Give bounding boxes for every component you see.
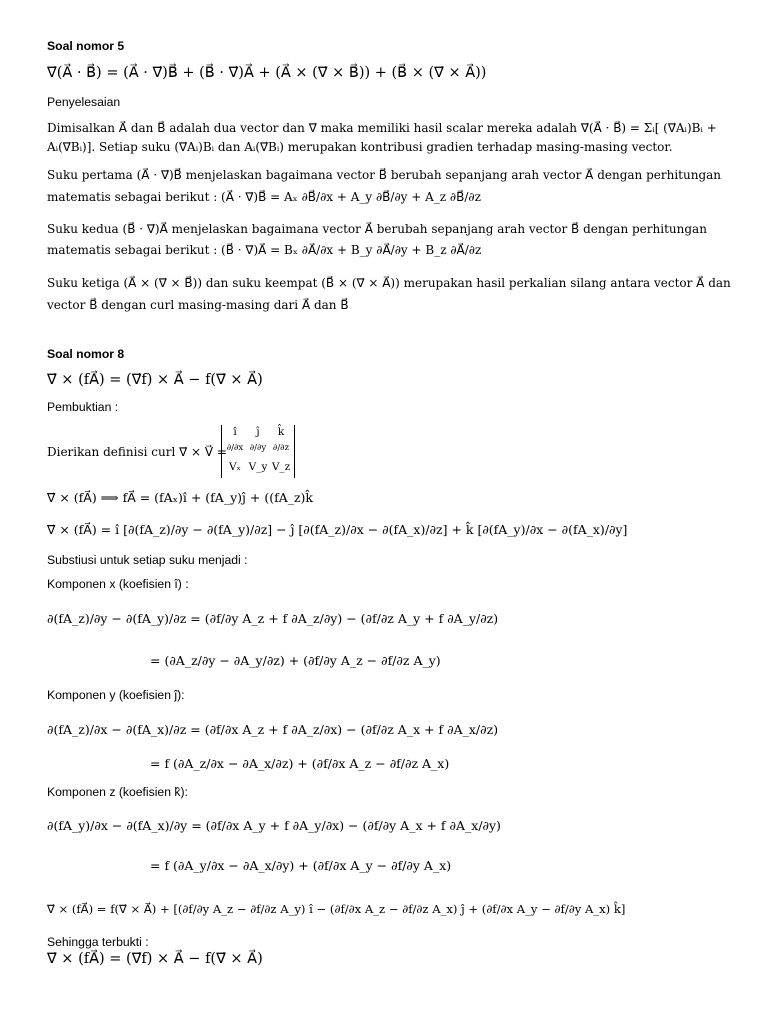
component-x-line1: ∂(fA_z)/∂y − ∂(fA_y)/∂z = (∂f/∂y A_z + f ∂A_z/∂y) − (∂f/∂z A_y + f ∂A_y/∂z) — [47, 611, 499, 626]
curl-determinant — [221, 425, 295, 478]
component-z-line2: = f (∂A_y/∂x − ∂A_x/∂y) + (∂f/∂x A_y − ∂f/∂y A_x) — [150, 858, 452, 873]
soal5-equation: ∇⃗(A⃗ · B⃗) = (A⃗ · ∇⃗)B⃗ + (B⃗ · ∇⃗)A⃗ + (A⃗ × (∇⃗ × B⃗)) + (B⃗ × (∇⃗ × A⃗)) — [47, 65, 487, 81]
component-y-label: Komponen y (koefisien ĵ): — [47, 688, 185, 702]
component-y-line2: = f (∂A_z/∂x − ∂A_x/∂z) + (∂f/∂x A_z − ∂f/∂z A_x) — [150, 756, 450, 771]
det-cell-d-dy: ∂/∂y — [249, 443, 267, 453]
det-cell-d-dx: ∂/∂x — [226, 443, 244, 453]
fa-expansion: ∇⃗ × (fA⃗) ⟹ fA⃗ = (fAₓ)î + (fA_y)ĵ + ((fA_z)k̂ — [47, 490, 314, 505]
component-z-line1: ∂(fA_y)/∂x − ∂(fA_x)/∂y = (∂f/∂x A_y + f ∂A_y/∂x) − (∂f/∂y A_x + f ∂A_x/∂y) — [47, 818, 501, 833]
soal5-paragraph4-line1: Suku ketiga (A⃗ × (∇⃗ × B⃗)) dan suku keempat (B⃗ × (∇⃗ × A⃗)) merupakan hasil perkalian silang antara vector A⃗ dan — [47, 276, 731, 290]
conclusion-equation: ∇⃗ × (fA⃗) = (∇⃗f) × A⃗ − f(∇⃗ × A⃗) — [47, 951, 263, 967]
curl-expansion: ∇⃗ × (fA⃗) = î [∂(fA_z)/∂y − ∂(fA_y)/∂z] − ĵ [∂(fA_z)/∂x − ∂(fA_x)/∂z] + k̂ [∂(fA_y)/∂x − ∂(fA_x)/∂y] — [47, 522, 628, 537]
det-cell-vx: Vₓ — [228, 461, 242, 473]
soal5-paragraph4-line2: vector B⃗ dengan curl masing-masing dari A⃗ dan B⃗ — [47, 298, 349, 312]
det-cell-i-hat: î — [233, 426, 237, 438]
conclusion-label: Sehingga terbukti : — [47, 935, 149, 949]
soal8-proof-label: Pembuktian : — [47, 400, 119, 414]
det-cell-d-dz: ∂/∂z — [272, 443, 290, 453]
soal5-paragraph3-line2: matematis sebagai berikut : (B⃗ · ∇⃗)A⃗ = Bₓ ∂A⃗/∂x + B_y ∂A⃗/∂y + B_z ∂A⃗/∂z — [47, 243, 482, 257]
soal8-heading: Soal nomor 8 — [47, 347, 125, 361]
curl-definition-text: Dierikan definisi curl ∇⃗ × V⃗ = — [47, 445, 227, 459]
component-x-label: Komponen x (koefisien î) : — [47, 577, 189, 591]
soal5-paragraph2-line2: matematis sebagai berikut : (A⃗ · ∇⃗)B⃗ = Aₓ ∂B⃗/∂x + A_y ∂B⃗/∂y + A_z ∂B⃗/∂z — [47, 190, 481, 204]
det-cell-vy: V_y — [248, 461, 268, 473]
substitution-label: Substiusi untuk setiap suku menjadi : — [47, 553, 248, 567]
component-z-label: Komponen z (koefisien k̂): — [47, 785, 188, 799]
det-cell-j-hat: ĵ — [256, 426, 260, 438]
soal8-equation: ∇⃗ × (fA⃗) = (∇⃗f) × A⃗ − f(∇⃗ × A⃗) — [47, 372, 263, 388]
final-expression: ∇⃗ × (fA⃗) = f(∇⃗ × A⃗) + [(∂f/∂y A_z − ∂f/∂z A_y) î − (∂f/∂x A_z − ∂f/∂z A_x) ĵ + (∂f/∂x A_y − ∂f/∂y A_x) k̂] — [47, 902, 626, 916]
soal5-heading: Soal nomor 5 — [47, 39, 125, 53]
component-y-line1: ∂(fA_z)/∂x − ∂(fA_x)/∂z = (∂f/∂x A_z + f ∂A_z/∂x) − (∂f/∂z A_x + f ∂A_x/∂z) — [47, 722, 499, 737]
soal5-solution-label: Penyelesaian — [47, 95, 121, 109]
component-x-line2: = (∂A_z/∂y − ∂A_y/∂z) + (∂f/∂y A_z − ∂f/∂z A_y) — [150, 653, 441, 668]
soal5-paragraph2-line1: Suku pertama (A⃗ · ∇⃗)B⃗ menjelaskan bagaimana vector B⃗ berubah sepanjang arah vector A⃗ dengan perhitungan — [47, 168, 722, 182]
det-cell-vz: V_z — [271, 461, 291, 473]
det-cell-k-hat: k̂ — [277, 426, 285, 438]
soal5-paragraph3-line1: Suku kedua (B⃗ · ∇⃗)A⃗ menjelaskan bagaimana vector A⃗ berubah sepanjang arah vector B⃗ dengan perhitungan — [47, 222, 707, 236]
soal5-paragraph1-line1: Dimisalkan A⃗ dan B⃗ adalah dua vector dan ∇⃗ maka memiliki hasil scalar mereka adalah ∇⃗(A⃗ · B⃗) = Σᵢ[ (∇⃗Aᵢ)Bᵢ + — [47, 121, 717, 135]
soal5-paragraph1-line2: Aᵢ(∇⃗Bᵢ)]. Setiap suku (∇⃗Aᵢ)Bᵢ dan Aᵢ(∇⃗Bᵢ) merupakan kontribusi gradien terhadap masing-masing vector. — [47, 140, 673, 154]
